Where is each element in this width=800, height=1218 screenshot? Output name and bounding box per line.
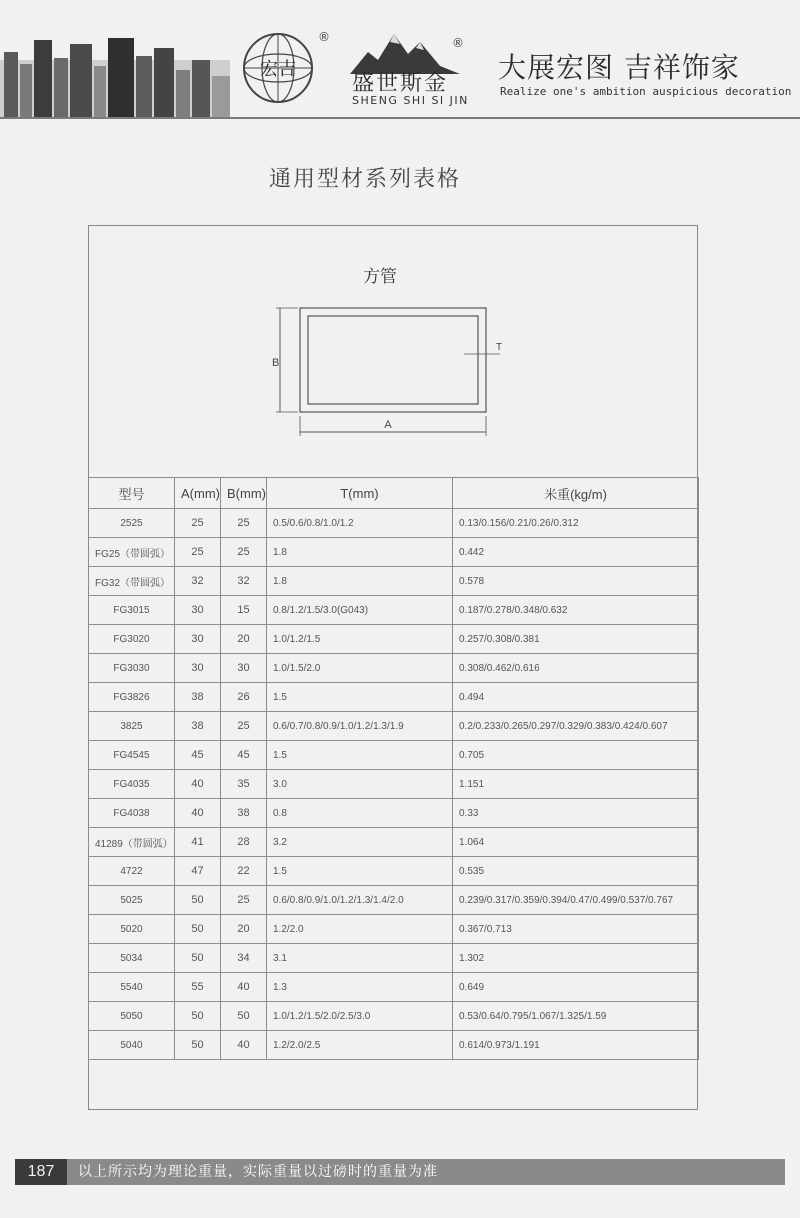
- cell-b: 25: [221, 712, 267, 741]
- cell-t: 1.5: [267, 857, 453, 886]
- cell-model: FG3826: [89, 683, 175, 712]
- cell-model: FG3015: [89, 596, 175, 625]
- registered-mark: ®: [318, 30, 330, 44]
- table-row: [89, 1031, 699, 1060]
- table-row: [89, 828, 699, 857]
- cell-model: FG3020: [89, 625, 175, 654]
- cell-a: 32: [175, 567, 221, 596]
- table-header-row: [89, 478, 699, 509]
- table-row: [89, 886, 699, 915]
- table-row: [89, 683, 699, 712]
- cell-b: 15: [221, 596, 267, 625]
- tube-inner-outline: [308, 316, 478, 404]
- cell-t: 0.6/0.7/0.8/0.9/1.0/1.2/1.3/1.9: [267, 712, 453, 741]
- cell-b: 35: [221, 770, 267, 799]
- cell-a: 25: [175, 538, 221, 567]
- col-header-b: B(mm): [221, 478, 267, 509]
- cell-weight: 0.494: [453, 683, 699, 712]
- brand-name-en: SHENG SHI SI JIN: [352, 94, 469, 107]
- cell-weight: 0.367/0.713: [453, 915, 699, 944]
- spec-table-body: [89, 509, 699, 1060]
- cell-a: 38: [175, 712, 221, 741]
- cell-t: 1.2/2.0/2.5: [267, 1031, 453, 1060]
- page-number: 187: [15, 1159, 67, 1185]
- cell-t: 0.5/0.6/0.8/1.0/1.2: [267, 509, 453, 538]
- col-header-weight: 米重(kg/m): [453, 478, 699, 509]
- cell-a: 25: [175, 509, 221, 538]
- cell-b: 38: [221, 799, 267, 828]
- cell-b: 22: [221, 857, 267, 886]
- square-tube-diagram: [268, 296, 508, 441]
- cell-model: 5040: [89, 1031, 175, 1060]
- cell-weight: 0.535: [453, 857, 699, 886]
- slogan-cn: 大展宏图 吉祥饰家: [498, 51, 740, 84]
- cell-model: 5025: [89, 886, 175, 915]
- cell-a: 47: [175, 857, 221, 886]
- cell-t: 1.0/1.2/1.5: [267, 625, 453, 654]
- globe-logo-text: 宏吉: [260, 59, 296, 80]
- cell-t: 1.0/1.2/1.5/2.0/2.5/3.0: [267, 1002, 453, 1031]
- cell-model: 41289（带圆弧）: [89, 828, 175, 857]
- cell-weight: 0.33: [453, 799, 699, 828]
- cell-b: 28: [221, 828, 267, 857]
- table-row: [89, 509, 699, 538]
- table-row: [89, 799, 699, 828]
- table-row: [89, 712, 699, 741]
- cell-weight: 1.302: [453, 944, 699, 973]
- city-skyline-image: [0, 30, 230, 118]
- cell-model: 2525: [89, 509, 175, 538]
- table-row: [89, 944, 699, 973]
- cell-model: FG25（带圆弧）: [89, 538, 175, 567]
- footer-note: 以上所示均为理论重量，实际重量以过磅时的重量为准: [78, 1164, 438, 1180]
- cell-weight: 0.578: [453, 567, 699, 596]
- cell-weight: 0.13/0.156/0.21/0.26/0.312: [453, 509, 699, 538]
- cell-weight: 0.239/0.317/0.359/0.394/0.47/0.499/0.537/0.767: [453, 886, 699, 915]
- col-header-t: T(mm): [267, 478, 453, 509]
- table-row: [89, 538, 699, 567]
- cell-weight: 0.308/0.462/0.616: [453, 654, 699, 683]
- cell-model: FG3030: [89, 654, 175, 683]
- brand-name-cn: 盛世斯金: [352, 71, 449, 96]
- cell-b: 20: [221, 915, 267, 944]
- cell-model: FG4545: [89, 741, 175, 770]
- cell-weight: 0.442: [453, 538, 699, 567]
- table-row: [89, 654, 699, 683]
- header-divider: [0, 117, 800, 119]
- cell-t: 0.8/1.2/1.5/3.0(G043): [267, 596, 453, 625]
- cell-weight: 0.649: [453, 973, 699, 1002]
- cell-a: 30: [175, 625, 221, 654]
- cell-b: 26: [221, 683, 267, 712]
- cell-weight: 1.064: [453, 828, 699, 857]
- cell-t: 3.2: [267, 828, 453, 857]
- globe-logo-icon: [240, 30, 316, 106]
- cell-model: FG4038: [89, 799, 175, 828]
- table-row: [89, 741, 699, 770]
- dimension-a-label: A: [384, 419, 392, 431]
- cell-t: 1.5: [267, 683, 453, 712]
- slogan-en: Realize one's ambition auspicious decoration: [500, 85, 792, 98]
- cell-b: 25: [221, 886, 267, 915]
- tube-outer-outline: [300, 308, 486, 412]
- cell-weight: 0.2/0.233/0.265/0.297/0.329/0.383/0.424/0.607: [453, 712, 699, 741]
- col-header-a: A(mm): [175, 478, 221, 509]
- col-header-model: 型号: [89, 478, 175, 509]
- table-row: [89, 857, 699, 886]
- spec-table: [88, 477, 699, 1060]
- table-row: [89, 625, 699, 654]
- cell-b: 45: [221, 741, 267, 770]
- cell-b: 25: [221, 509, 267, 538]
- cell-t: 3.0: [267, 770, 453, 799]
- cell-model: FG4035: [89, 770, 175, 799]
- cell-a: 55: [175, 973, 221, 1002]
- registered-mark-2: ®: [452, 36, 464, 50]
- table-row: [89, 1002, 699, 1031]
- cell-weight: 0.53/0.64/0.795/1.067/1.325/1.59: [453, 1002, 699, 1031]
- cell-t: 1.5: [267, 741, 453, 770]
- cell-b: 50: [221, 1002, 267, 1031]
- table-row: [89, 567, 699, 596]
- cell-t: 0.6/0.8/0.9/1.0/1.2/1.3/1.4/2.0: [267, 886, 453, 915]
- cell-t: 0.8: [267, 799, 453, 828]
- cell-t: 1.0/1.5/2.0: [267, 654, 453, 683]
- cell-a: 38: [175, 683, 221, 712]
- dimension-b-label: B: [272, 357, 280, 369]
- cell-a: 40: [175, 770, 221, 799]
- table-row: [89, 915, 699, 944]
- cell-a: 50: [175, 915, 221, 944]
- table-row: [89, 770, 699, 799]
- cell-weight: 0.187/0.278/0.348/0.632: [453, 596, 699, 625]
- cell-model: 5034: [89, 944, 175, 973]
- cell-b: 34: [221, 944, 267, 973]
- cell-a: 50: [175, 944, 221, 973]
- cell-weight: 0.257/0.308/0.381: [453, 625, 699, 654]
- cell-model: 4722: [89, 857, 175, 886]
- cell-t: 1.8: [267, 567, 453, 596]
- cell-a: 45: [175, 741, 221, 770]
- cell-b: 25: [221, 538, 267, 567]
- cell-a: 50: [175, 886, 221, 915]
- table-row: [89, 596, 699, 625]
- cell-a: 30: [175, 596, 221, 625]
- cell-a: 50: [175, 1002, 221, 1031]
- cell-b: 30: [221, 654, 267, 683]
- cell-t: 3.1: [267, 944, 453, 973]
- page-header: [0, 0, 800, 120]
- cell-a: 40: [175, 799, 221, 828]
- cell-t: 1.8: [267, 538, 453, 567]
- cell-b: 32: [221, 567, 267, 596]
- cell-a: 41: [175, 828, 221, 857]
- table-row: [89, 973, 699, 1002]
- cell-model: 3825: [89, 712, 175, 741]
- page-title: 通用型材系列表格: [268, 167, 461, 192]
- cell-b: 40: [221, 973, 267, 1002]
- cell-model: 5050: [89, 1002, 175, 1031]
- cell-t: 1.3: [267, 973, 453, 1002]
- cell-model: FG32（带圆弧）: [89, 567, 175, 596]
- cell-model: 5540: [89, 973, 175, 1002]
- cell-weight: 0.705: [453, 741, 699, 770]
- cell-b: 40: [221, 1031, 267, 1060]
- dimension-t-label: T: [496, 342, 503, 353]
- diagram-title: 方管: [363, 267, 397, 287]
- cell-model: 5020: [89, 915, 175, 944]
- cell-b: 20: [221, 625, 267, 654]
- cell-t: 1.2/2.0: [267, 915, 453, 944]
- cell-a: 50: [175, 1031, 221, 1060]
- cell-weight: 1.151: [453, 770, 699, 799]
- cell-a: 30: [175, 654, 221, 683]
- cell-weight: 0.614/0.973/1.191: [453, 1031, 699, 1060]
